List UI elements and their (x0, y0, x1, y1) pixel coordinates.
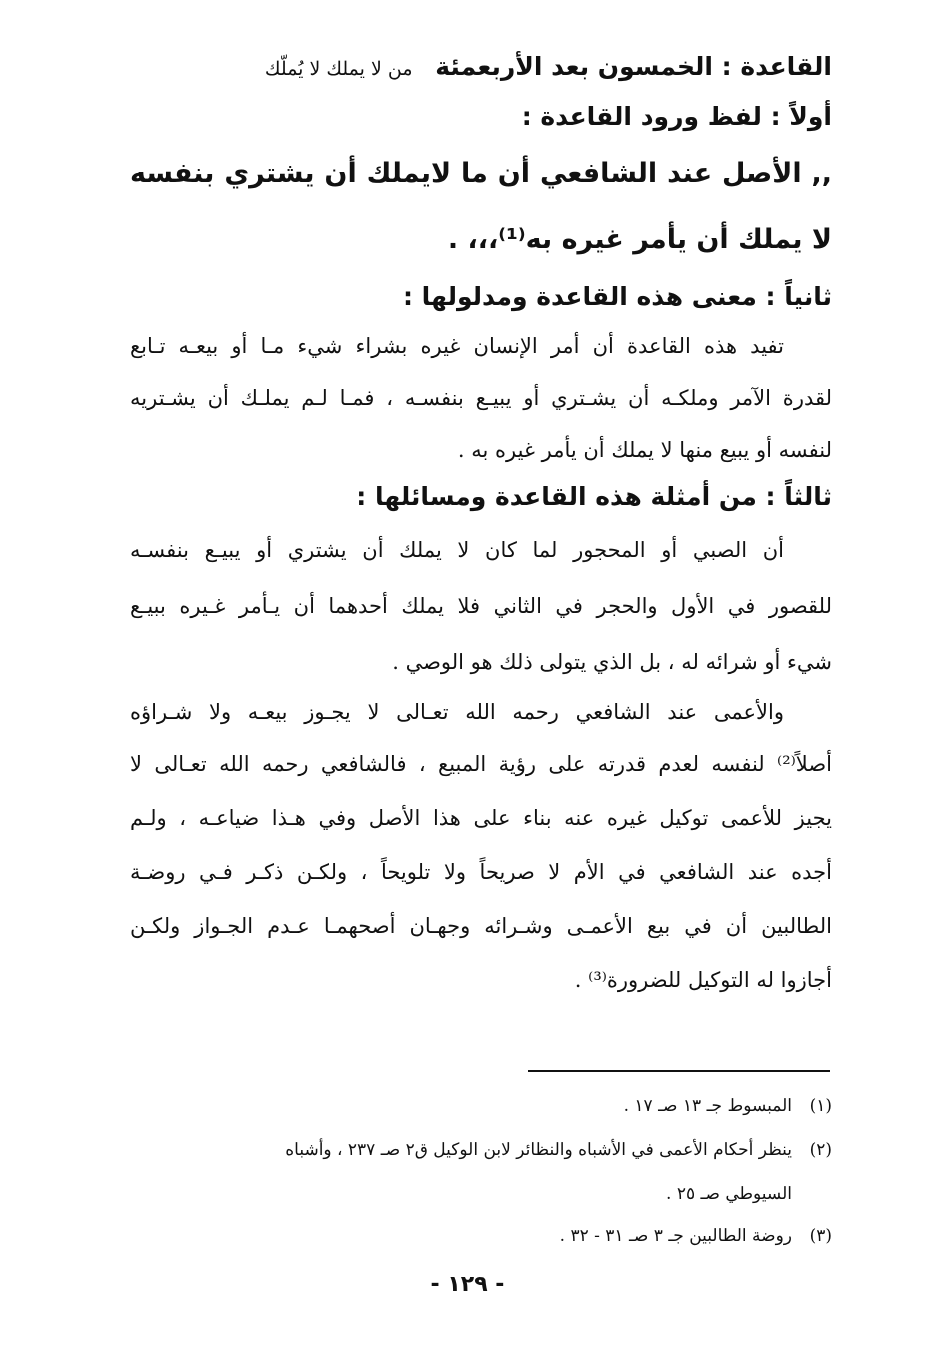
quote-line: لا يملك أن يأمر غيره به⁽¹⁾،،، . (447, 224, 832, 255)
footnote-separator (528, 1070, 830, 1072)
section-heading-wording: أولاً : لفظ ورود القاعدة : (521, 102, 832, 131)
body-line: لقدرة الآمر وملكـه أن يشـتري أو يبيـع بنفسـه ، فمـا لـم يملـك أن يشـتريه (130, 386, 832, 410)
body-line: يجيز للأعمى توكيل غيره عنه بناء على هذا الأصل وفي هـذا ضياعـه ، ولـم (130, 806, 832, 830)
rule-title-row (112, 42, 832, 92)
body-line: أصلاً⁽²⁾ لنفسه لعدم قدرته على رؤية المبيع ، فالشافعي رحمه الله تعـالى لا (130, 752, 832, 776)
body-line: لنفسه أو يبيع منها لا يملك أن يأمر غيره به . (457, 438, 832, 462)
body-line: أجازوا له التوكيل للضرورة⁽³⁾ . (574, 968, 832, 992)
body-line: أجده عند الشافعي في الأم لا صريحاً ولا تلويحاً ، ولكـن ذكـر فـي روضـة (130, 860, 832, 884)
footnote-text: المبسوط جـ ١٣ صـ ١٧ . (623, 1096, 792, 1116)
section-heading-meaning: ثانياً : معنى هذه القاعدة ومدلولها : (402, 282, 832, 311)
rule-subtitle: من لا يملك لا يُملّك (264, 58, 413, 80)
footnote-number: (٢) (809, 1140, 832, 1160)
body-line: شيء أو شرائه له ، بل الذي يتولى ذلك هو الوصي . (392, 650, 832, 674)
section-heading-examples: ثالثاً : من أمثلة هذه القاعدة ومسائلها : (356, 482, 832, 511)
footnote-2 (130, 1130, 832, 1170)
body-line: أن الصبي أو المحجور لما كان لا يملك أن يشتري أو يبيـع بنفسـه (130, 538, 784, 562)
body-line: للقصور في الأول والحجر في الثاني فلا يملك أحدهما أن يـأمر غـيره ببيـع (130, 594, 832, 618)
rule-title: القاعدة : الخمسون بعد الأربعمئة (435, 52, 832, 81)
body-line: والأعمى عند الشافعي رحمه الله تعـالى لا يجـوز بيعـه ولا شـراؤه (130, 700, 785, 724)
body-line: تفيد هذه القاعدة أن أمر الإنسان غيره بشراء شيء مـا أو بيعـه تـابع (130, 334, 784, 358)
footnote-2-continued: السيوطي صـ ٢٥ . (666, 1184, 792, 1204)
footnote-1 (130, 1086, 832, 1126)
footnote-number: (١) (809, 1096, 832, 1116)
body-line: الطالبين أن في بيع الأعمـى وشـرائه وجهـان أصحهمـا عـدم الجـواز ولكـن (130, 914, 832, 938)
footnote-text: ينظر أحكام الأعمى في الأشباه والنظائر لابن الوكيل ق٢ صـ ٢٣٧ ، وأشباه (285, 1140, 792, 1160)
quote-line: ,, الأصل عند الشافعي أن ما لايملك أن يشتري بنفسه (130, 158, 832, 189)
footnote-text: روضة الطالبين جـ ٣ صـ ٣١ - ٣٢ . (559, 1226, 792, 1246)
footnote-3 (130, 1216, 832, 1256)
footnote-number: (٣) (809, 1226, 832, 1246)
page-number: - ١٢٩ - (430, 1272, 505, 1297)
